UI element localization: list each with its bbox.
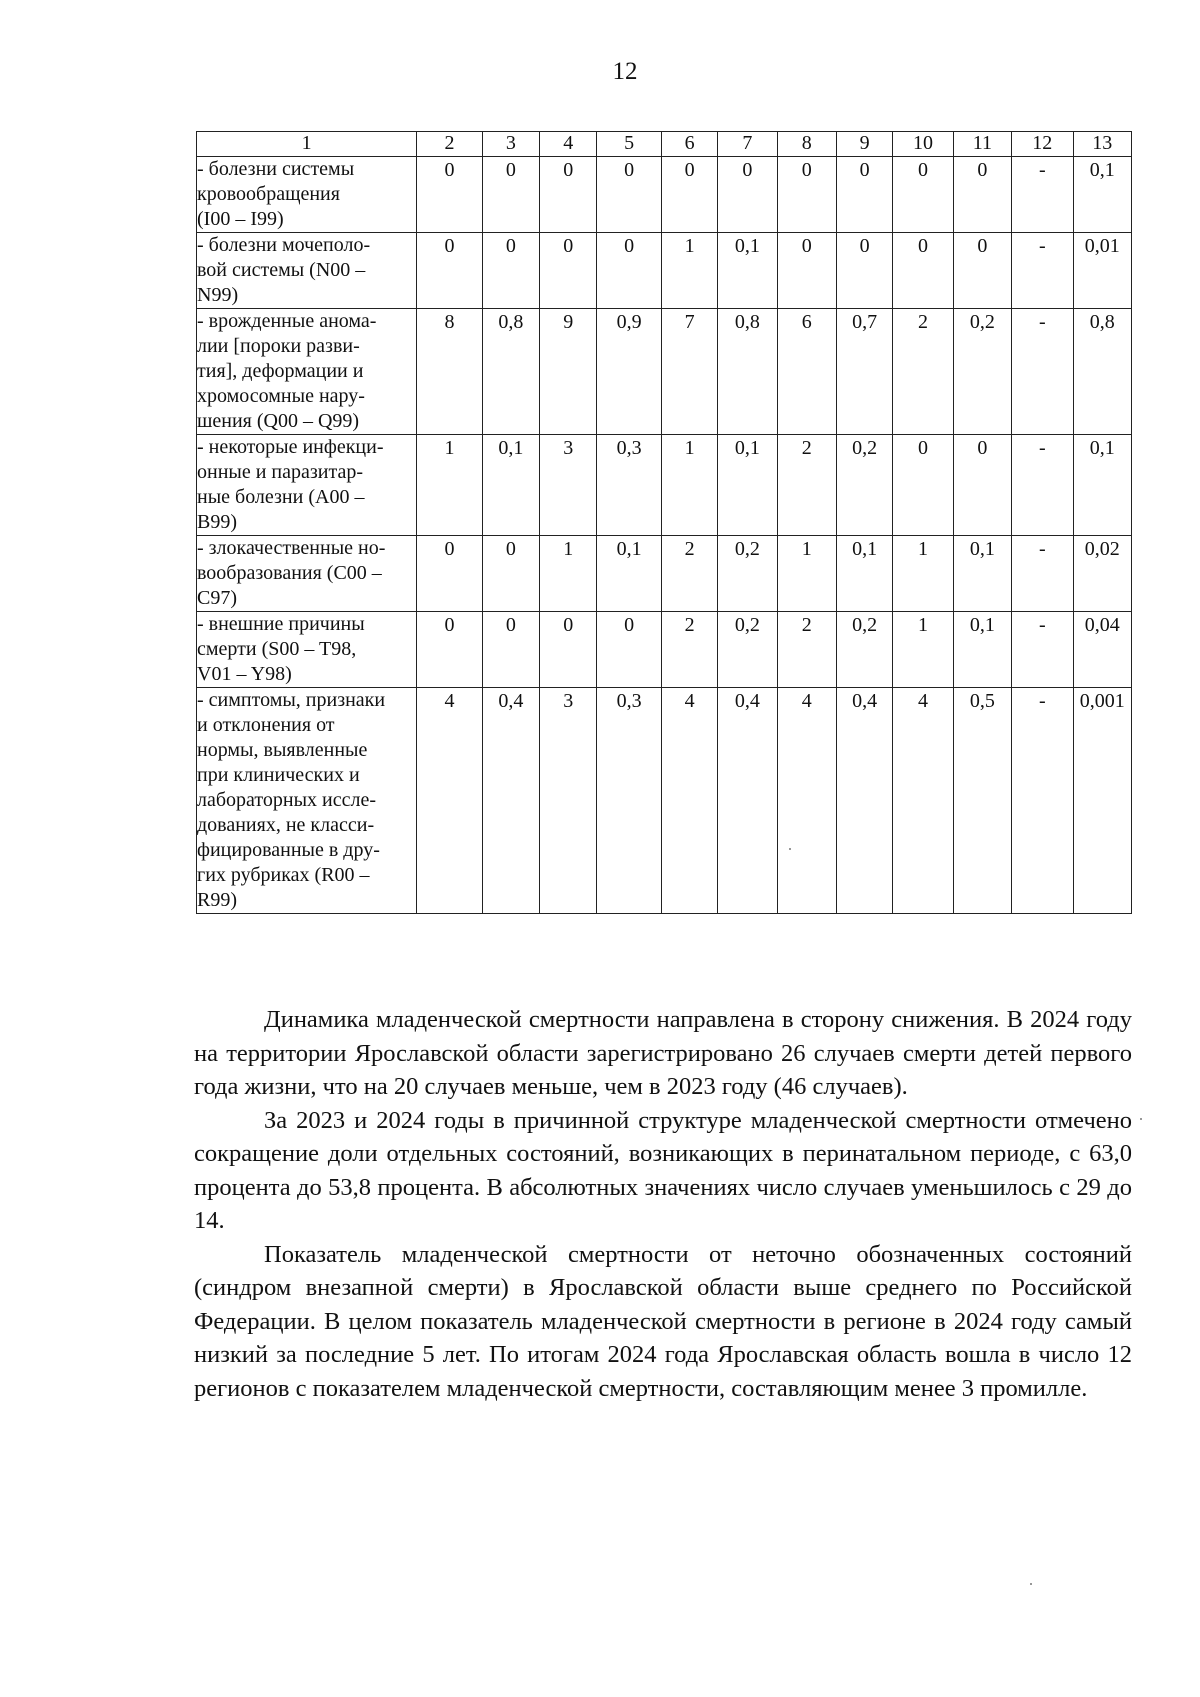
table-cell: 0 xyxy=(417,612,483,688)
column-header: 13 xyxy=(1073,132,1131,157)
table-cell: - xyxy=(1012,157,1073,233)
table-cell: 0,2 xyxy=(953,309,1011,435)
table-body xyxy=(197,132,1132,914)
row-label-line: - болезни системы xyxy=(197,158,355,180)
table-cell: 1 xyxy=(777,536,836,612)
table-cell: 4 xyxy=(661,688,717,914)
row-label xyxy=(197,233,417,309)
row-label-line: кровообращения xyxy=(197,183,340,205)
table-cell: 0 xyxy=(597,612,662,688)
table-cell: 0,4 xyxy=(718,688,777,914)
table-cell: 0 xyxy=(417,536,483,612)
table-cell: 0 xyxy=(661,157,717,233)
row-label-line: нормы, выявленные xyxy=(197,739,368,761)
table-cell: 0,2 xyxy=(837,435,893,536)
table-cell: 0,5 xyxy=(953,688,1011,914)
column-header: 3 xyxy=(482,132,539,157)
table-cell: - xyxy=(1012,688,1073,914)
row-label xyxy=(197,157,417,233)
mortality-causes-table xyxy=(196,131,1132,914)
table-cell: 0,04 xyxy=(1073,612,1131,688)
column-header: 8 xyxy=(777,132,836,157)
scan-speck xyxy=(1030,1583,1032,1585)
scan-speck xyxy=(789,848,791,850)
body-text xyxy=(194,1003,1132,1405)
table-cell: 0,4 xyxy=(837,688,893,914)
row-label-line: лабораторных иссле- xyxy=(197,789,376,811)
table-header-row xyxy=(197,132,1132,157)
column-header: 2 xyxy=(417,132,483,157)
scan-speck xyxy=(1140,1118,1142,1120)
row-label-line: - симптомы, признаки xyxy=(197,689,386,711)
row-label-line: вообразования (C00 – xyxy=(197,562,382,584)
row-label xyxy=(197,435,417,536)
row-label xyxy=(197,688,417,914)
table-row xyxy=(197,612,1132,688)
table-cell: 1 xyxy=(417,435,483,536)
paragraph: Динамика младенческой смертности направлена в сторону снижения. В 2024 году на территории Ярославской области зарегистрировано 26 случаев смерти детей первого года жизни, что на 20 случаев меньше, чем в 2023 году (46 случаев). xyxy=(194,1006,1132,1100)
table-cell: 0 xyxy=(837,233,893,309)
table-cell: 0,8 xyxy=(1073,309,1131,435)
table-row xyxy=(197,309,1132,435)
table-cell: 0 xyxy=(597,233,662,309)
table-cell: 0,4 xyxy=(482,688,539,914)
row-label xyxy=(197,309,417,435)
table-cell: 0 xyxy=(540,612,597,688)
table-cell: 1 xyxy=(540,536,597,612)
row-label-line: - злокачественные но- xyxy=(197,537,386,559)
table-cell: 0 xyxy=(718,157,777,233)
table-cell: - xyxy=(1012,612,1073,688)
table-cell: 6 xyxy=(777,309,836,435)
table-cell: 0,1 xyxy=(597,536,662,612)
table-cell: 0,1 xyxy=(718,435,777,536)
table-cell: 9 xyxy=(540,309,597,435)
row-label-line: вой системы (N00 – xyxy=(197,259,366,281)
table-cell: 0,7 xyxy=(837,309,893,435)
table-row xyxy=(197,688,1132,914)
table-cell: 0,1 xyxy=(482,435,539,536)
table-cell: 2 xyxy=(661,612,717,688)
column-header: 12 xyxy=(1012,132,1073,157)
table-cell: 4 xyxy=(417,688,483,914)
table-cell: 0,3 xyxy=(597,435,662,536)
table-cell: 0 xyxy=(482,536,539,612)
table-cell: 4 xyxy=(777,688,836,914)
column-header: 9 xyxy=(837,132,893,157)
table-cell: 0 xyxy=(953,435,1011,536)
table-cell: 0 xyxy=(482,157,539,233)
table-cell: 0,8 xyxy=(482,309,539,435)
row-label-line: фицированные в дру- xyxy=(197,839,380,861)
column-header: 7 xyxy=(718,132,777,157)
table-cell: 0 xyxy=(540,233,597,309)
column-header: 11 xyxy=(953,132,1011,157)
table-cell: 0 xyxy=(777,233,836,309)
table-cell: 0,1 xyxy=(718,233,777,309)
table-cell: 0,1 xyxy=(953,612,1011,688)
column-header: 6 xyxy=(661,132,717,157)
table-cell: 0,001 xyxy=(1073,688,1131,914)
table-cell: 2 xyxy=(893,309,953,435)
row-label-line: ные болезни (A00 – xyxy=(197,486,365,508)
row-label-line: онные и паразитар- xyxy=(197,461,364,483)
row-label-line: - некоторые инфекци- xyxy=(197,436,384,458)
table-cell: 0 xyxy=(482,612,539,688)
table-cell: 4 xyxy=(893,688,953,914)
row-label-line: гих рубриках (R00 – xyxy=(197,864,370,886)
table-cell: 1 xyxy=(661,435,717,536)
table-cell: 1 xyxy=(661,233,717,309)
row-label-line: C97) xyxy=(197,587,237,609)
row-label xyxy=(197,536,417,612)
table-cell: 1 xyxy=(893,536,953,612)
table-cell: 0,2 xyxy=(718,536,777,612)
row-label-line: смерти (S00 – T98, xyxy=(197,638,357,660)
table-cell: 0 xyxy=(482,233,539,309)
table-cell: 0 xyxy=(837,157,893,233)
table-cell: - xyxy=(1012,435,1073,536)
table-cell: - xyxy=(1012,233,1073,309)
column-header: 5 xyxy=(597,132,662,157)
page-number: 12 xyxy=(612,58,638,85)
table-cell: 0,02 xyxy=(1073,536,1131,612)
table-cell: 0 xyxy=(540,157,597,233)
table-cell: 0 xyxy=(953,157,1011,233)
row-label-line: - болезни мочеполо- xyxy=(197,234,371,256)
table-row xyxy=(197,536,1132,612)
row-label-line: R99) xyxy=(197,889,237,911)
table-cell: 8 xyxy=(417,309,483,435)
row-label-line: дованиях, не класси- xyxy=(197,814,375,836)
column-header: 1 xyxy=(197,132,417,157)
row-label-line: (I00 – I99) xyxy=(197,208,284,230)
table-row xyxy=(197,157,1132,233)
table-cell: 7 xyxy=(661,309,717,435)
table-row xyxy=(197,233,1132,309)
row-label-line: шения (Q00 – Q99) xyxy=(197,410,360,432)
table-cell: 3 xyxy=(540,435,597,536)
table-cell: 0,01 xyxy=(1073,233,1131,309)
table-cell: 0,1 xyxy=(1073,157,1131,233)
row-label-line: N99) xyxy=(197,284,239,306)
table-cell: 0,9 xyxy=(597,309,662,435)
row-label-line: хромосомные нару- xyxy=(197,385,365,407)
paragraph: За 2023 и 2024 годы в причинной структуре младенческой смертности отмечено сокращение доли отдельных состояний, возникающих в перинатальном периоде, с 63,0 процента до 53,8 процента. В абсолютных значениях число случаев уменьшилось с 29 до 14. xyxy=(194,1106,1132,1234)
row-label-line: тия], деформации и xyxy=(197,360,364,382)
table-cell: 0,1 xyxy=(1073,435,1131,536)
table-cell: 2 xyxy=(777,435,836,536)
table-cell: 0,2 xyxy=(837,612,893,688)
table-cell: 0,1 xyxy=(953,536,1011,612)
column-header: 10 xyxy=(893,132,953,157)
table-cell: 0,8 xyxy=(718,309,777,435)
row-label-line: лии [пороки разви- xyxy=(197,335,360,357)
paragraph: Показатель младенческой смертности от неточно обозначенных состояний (синдром внезапной смерти) в Ярославской области выше среднего по Российской Федерации. В целом показатель младенческой смертности в регионе в 2024 году самый низкий за последние 5 лет. По итогам 2024 года Ярославская область вошла в число 12 регионов с показателем младенческой смертности, составляющим менее 3 промилле. xyxy=(194,1240,1132,1402)
column-header: 4 xyxy=(540,132,597,157)
row-label-line: V01 – Y98) xyxy=(197,663,292,685)
table-cell: 1 xyxy=(893,612,953,688)
table-cell: 0 xyxy=(953,233,1011,309)
table-cell: 0,3 xyxy=(597,688,662,914)
row-label-line: B99) xyxy=(197,511,237,533)
table-cell: 0 xyxy=(597,157,662,233)
table-cell: 3 xyxy=(540,688,597,914)
row-label xyxy=(197,612,417,688)
row-label-line: - внешние причины xyxy=(197,613,365,635)
table-cell: - xyxy=(1012,309,1073,435)
table-cell: 0,1 xyxy=(837,536,893,612)
table-cell: 0 xyxy=(417,157,483,233)
table-cell: 2 xyxy=(661,536,717,612)
table-cell: 0,2 xyxy=(718,612,777,688)
table-cell: 0 xyxy=(893,157,953,233)
table-cell: 0 xyxy=(893,435,953,536)
row-label-line: и отклонения от xyxy=(197,714,335,736)
table-cell: - xyxy=(1012,536,1073,612)
table-cell: 2 xyxy=(777,612,836,688)
row-label-line: при клинических и xyxy=(197,764,360,786)
table-cell: 0 xyxy=(417,233,483,309)
row-label-line: - врожденные анома- xyxy=(197,310,377,332)
table-cell: 0 xyxy=(777,157,836,233)
table-row xyxy=(197,435,1132,536)
table-cell: 0 xyxy=(893,233,953,309)
